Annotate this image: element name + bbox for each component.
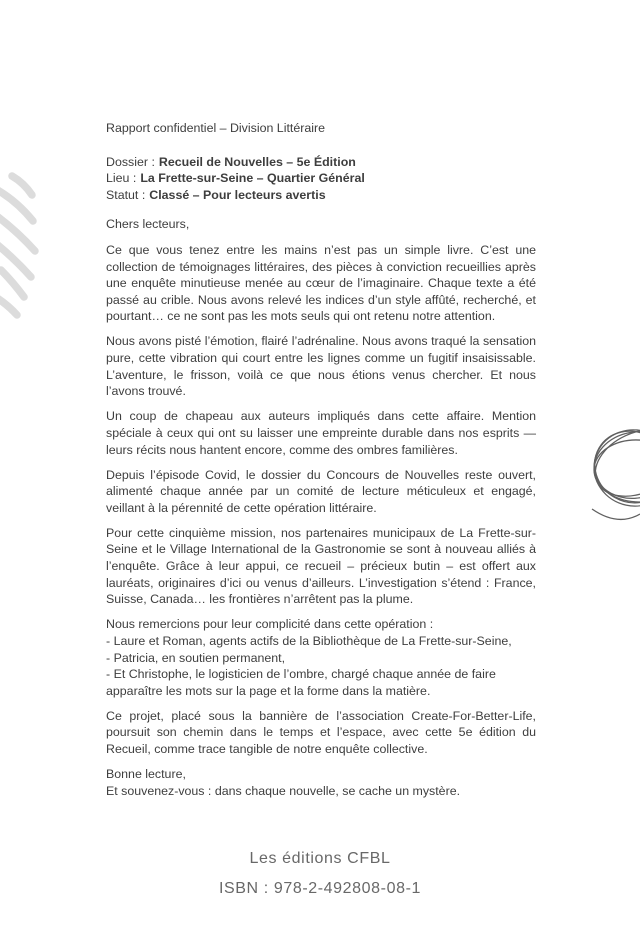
statut-value: Classé – Pour lecteurs avertis [149, 187, 326, 202]
preface-content [106, 120, 536, 799]
dossier-row [106, 154, 536, 171]
isbn: ISBN : 978-2-492808-08-1 [218, 880, 422, 897]
paragraph-collection: Ce que vous tenez entre les mains n’est pas un simple livre. C’est une collection de témoignages littéraires, des pièces à conviction recueillies après une enquête minutieuse menée au cœur de l’imaginaire. Chaque texte a été passé au crible. Nous avons relevé les indices d’un style affûté, recherché, et pourtant… ce ne sont pas les mots seuls qui ont retenu notre attention. [106, 242, 536, 324]
dossier-label: Dossier : [106, 154, 155, 169]
publisher-name: Les éditions CFBL [249, 850, 391, 867]
dossier-value: Recueil de Nouvelles – 5e Édition [158, 154, 356, 169]
footer [0, 850, 640, 898]
paragraph-projet: Ce projet, placé sous la bannière de l’association Create-For-Better-Life, poursuit son chemin dans le temps et l’espace, avec cette 5e édition du Recueil, comme trace tangible de notre enquête collective. [106, 708, 536, 756]
fingerprint-icon [0, 170, 60, 330]
thanks-block [106, 616, 536, 699]
lieu-label: Lieu : [106, 171, 137, 186]
scribble-circle-icon [588, 413, 640, 528]
dossier-row [106, 187, 536, 204]
paragraph-auteurs: Un coup de chapeau aux auteurs impliqués dans cette affaire. Mention spéciale à ceux qui ont su laisser une empreinte durable dans nos esprits — leurs récits nous hantent encore, comme des ombres familières. [106, 409, 536, 457]
statut-label: Statut : [106, 187, 146, 202]
paragraph-emotion: Nous avons pisté l’émotion, flairé l’adrénaline. Nous avons traqué la sensation pure, cette vibration qui court entre les lignes comme un fugitif insaisissable. L’aventure, le frisson, voilà ce que nous étions venus chercher. Et nous l’avons trouvé. [106, 334, 536, 399]
dossier-row [106, 170, 536, 187]
signoff-line: Bonne lecture, [106, 767, 186, 782]
thanks-intro: Nous remercions pour leur complicité dans cette opération : [106, 617, 434, 632]
classification-line: Rapport confidentiel – Division Littéraire [106, 121, 326, 135]
salutation: Chers lecteurs, [106, 217, 190, 232]
thanks-item: - Laure et Roman, agents actifs de la Bibliothèque de La Frette-sur-Seine, [106, 633, 512, 648]
paragraph-concours: Depuis l’épisode Covid, le dossier du Concours de Nouvelles reste ouvert, alimenté chaque année par un comité de lecture méticuleux et engagé, veillant à la pérennité de cette opération littéraire. [106, 467, 536, 515]
signoff-line: Et souvenez-vous : dans chaque nouvelle, se cache un mystère. [106, 783, 461, 798]
thanks-item: - Patricia, en soutien permanent, [106, 650, 286, 665]
dossier-block [106, 154, 536, 204]
signoff-block [106, 766, 536, 799]
paragraph-partenaires: Pour cette cinquième mission, nos partenaires municipaux de La Frette-sur-Seine et le Village International de la Gastronomie se sont à nouveau alliés à l’enquête. Grâce à leur appui, ce recueil – précieux butin – est offert aux lauréats, originaires d’ici ou venus d’ailleurs. L’investigation s’étend : France, Suisse, Canada… les frontières n’arrêtent pas la plume. [106, 525, 536, 607]
thanks-item: - Et Christophe, le logisticien de l’ombre, chargé chaque année de faire apparaître les mots sur la page et la forme dans la matière. [106, 667, 496, 698]
lieu-value: La Frette-sur-Seine – Quartier Général [140, 171, 365, 186]
